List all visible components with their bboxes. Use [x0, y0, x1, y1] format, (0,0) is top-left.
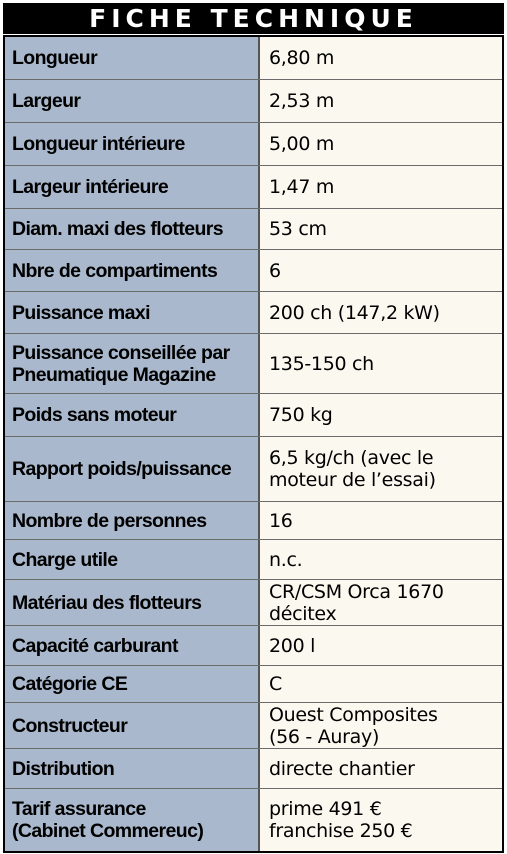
row-value: CR/CSM Orca 1670 décitex: [260, 580, 502, 625]
row-value: Ouest Composites (56 - Auray): [260, 703, 502, 748]
row-value: 750 kg: [260, 394, 502, 436]
table-row: [5, 334, 502, 394]
row-label: Constructeur: [5, 703, 260, 748]
row-value: 1,47 m: [260, 166, 502, 208]
row-label: Puissance maxi: [5, 292, 260, 333]
row-value: 6: [260, 250, 502, 291]
row-label: Longueur: [5, 37, 260, 79]
row-value: 135-150 ch: [260, 334, 502, 393]
row-label: Puissance conseillée par Pneumatique Magazine: [5, 334, 260, 393]
table-row: [5, 209, 502, 250]
row-label: Charge utile: [5, 540, 260, 579]
row-value: directe chantier: [260, 749, 502, 788]
table-row: [5, 789, 502, 851]
table-row: [5, 80, 502, 123]
row-value: 5,00 m: [260, 123, 502, 165]
table-row: [5, 437, 502, 502]
row-label: Rapport poids/puissance: [5, 437, 260, 501]
row-value: C: [260, 666, 502, 702]
row-value: prime 491 € franchise 250 €: [260, 789, 502, 851]
spec-table: [3, 35, 504, 853]
row-label: Catégorie CE: [5, 666, 260, 702]
table-row: [5, 703, 502, 749]
row-label: Largeur intérieure: [5, 166, 260, 208]
row-value: 2,53 m: [260, 80, 502, 122]
row-value: 16: [260, 502, 502, 539]
row-label: Capacité carburant: [5, 626, 260, 665]
table-row: [5, 502, 502, 540]
row-label: Largeur: [5, 80, 260, 122]
table-row: [5, 540, 502, 580]
row-label: Nbre de compartiments: [5, 250, 260, 291]
table-row: [5, 626, 502, 666]
table-row: [5, 250, 502, 292]
table-row: [5, 37, 502, 80]
table-row: [5, 749, 502, 789]
row-value: 6,80 m: [260, 37, 502, 79]
table-row: [5, 123, 502, 166]
table-row: [5, 166, 502, 209]
row-value: 200 ch (147,2 kW): [260, 292, 502, 333]
row-value: n.c.: [260, 540, 502, 579]
row-value: 6,5 kg/ch (avec le moteur de l’essai): [260, 437, 502, 501]
row-label: Matériau des flotteurs: [5, 580, 260, 625]
table-row: [5, 394, 502, 437]
row-label: Nombre de personnes: [5, 502, 260, 539]
row-value: 200 l: [260, 626, 502, 665]
row-label: Distribution: [5, 749, 260, 788]
row-label: Longueur intérieure: [5, 123, 260, 165]
table-row: [5, 666, 502, 703]
row-label: Poids sans moteur: [5, 394, 260, 436]
table-row: [5, 580, 502, 626]
row-label: Tarif assurance (Cabinet Commereuc): [5, 789, 260, 851]
row-value: 53 cm: [260, 209, 502, 249]
row-label: Diam. maxi des flotteurs: [5, 209, 260, 249]
table-row: [5, 292, 502, 334]
sheet-title: FICHE TECHNIQUE: [3, 3, 504, 34]
